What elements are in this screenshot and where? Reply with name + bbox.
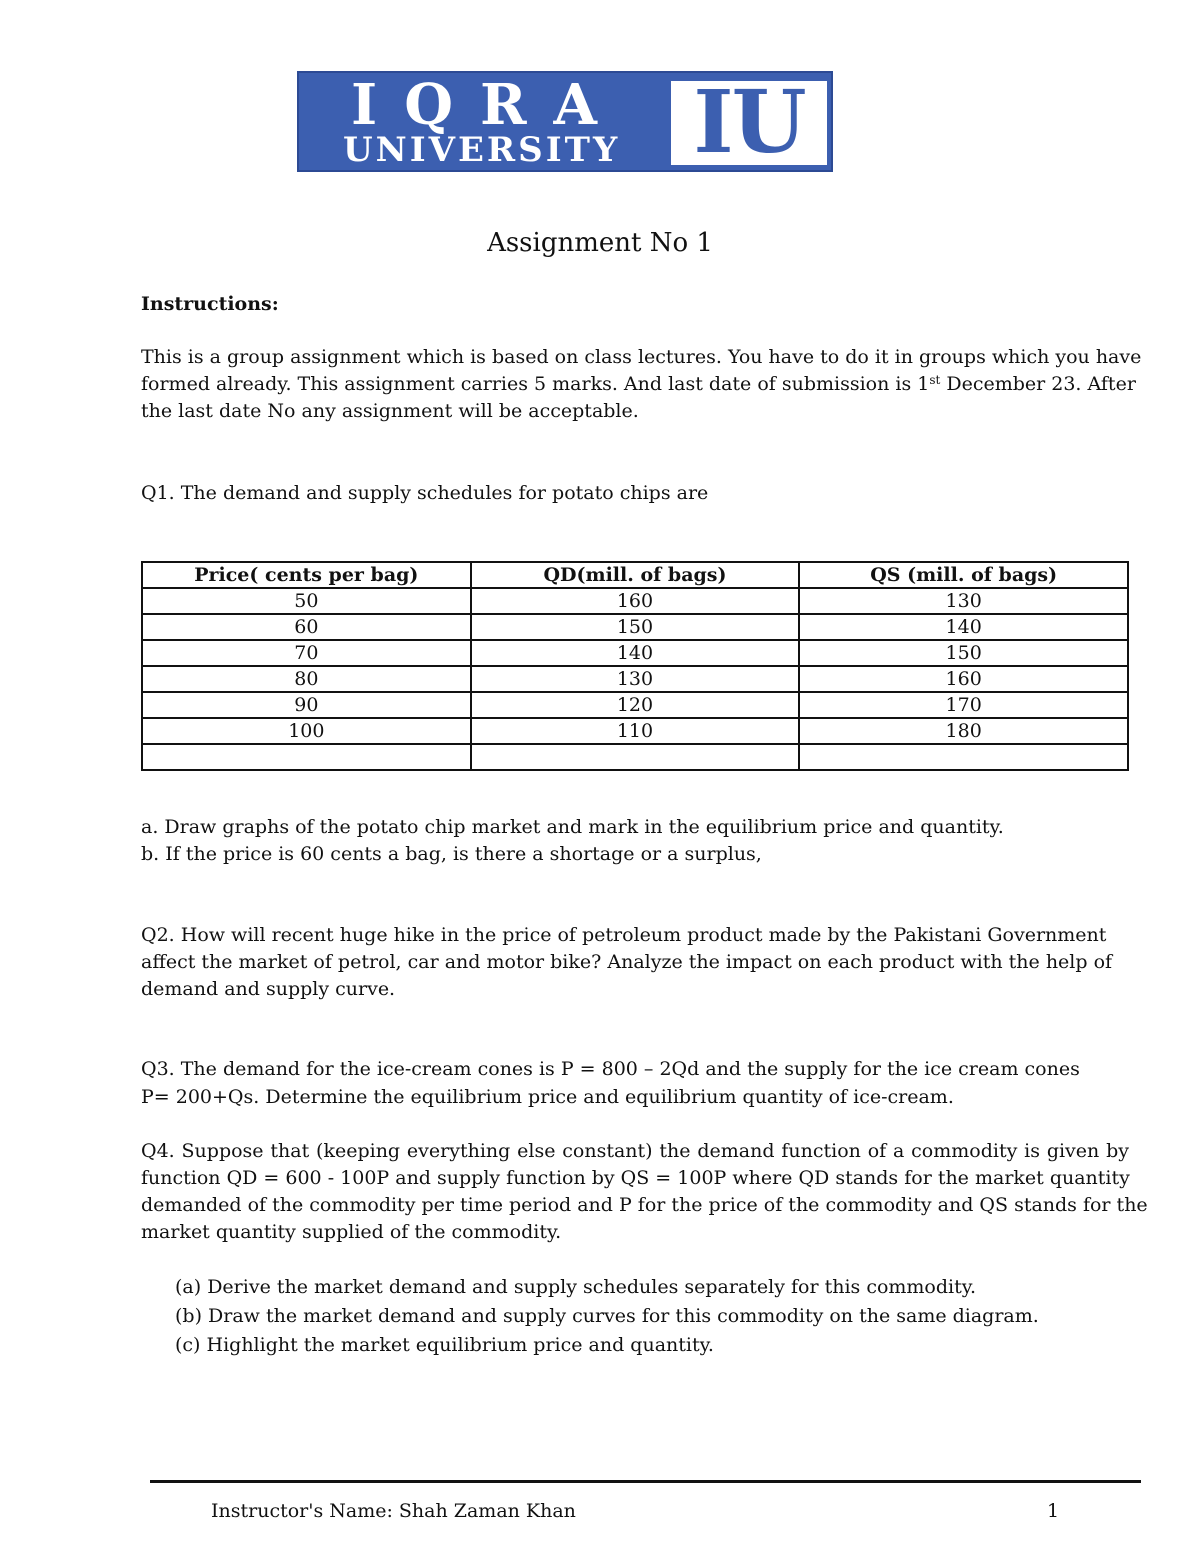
qs-cell: 150 (799, 640, 1128, 666)
table-row (142, 692, 1128, 718)
qs-cell: 170 (799, 692, 1128, 718)
table-row (142, 614, 1128, 640)
q4-line-4: market quantity supplied of the commodity. (141, 1221, 562, 1243)
q4-line-2-text: function QD = 600 - 100P and supply function by QS = 100P where QD stands for the market quantity (141, 1167, 1130, 1189)
q2-line-2: affect the market of petrol, car and motor bike? Analyze the impact on each product with the help of (141, 951, 1113, 973)
qs-cell: 140 (799, 614, 1128, 640)
page-title: Assignment No 1 (487, 228, 713, 258)
instructions-heading: Instructions: (141, 293, 279, 315)
logo-iqra-text: IQRA (351, 72, 624, 138)
qd-cell: 110 (471, 718, 800, 744)
q4-line-2 (141, 1165, 1129, 1192)
q1-part-b: b. If the price is 60 cents a bag, is there a shortage or a surplus, (141, 843, 762, 865)
qd-cell: 120 (471, 692, 800, 718)
q1-part-a: a. Draw graphs of the potato chip market and mark in the equilibrium price and quantity. (141, 816, 1004, 838)
qd-cell: 150 (471, 614, 800, 640)
logo-iu-mark: IU (693, 72, 805, 173)
qs-cell (799, 744, 1128, 770)
table-row (142, 640, 1128, 666)
table-row (142, 588, 1128, 614)
price-cell: 80 (142, 666, 471, 692)
qs-cell: 160 (799, 666, 1128, 692)
q4-part-c: (c) Highlight the market equilibrium price and quantity. (175, 1334, 714, 1356)
qs-cell: 130 (799, 588, 1128, 614)
instructions-line-3: the last date No any assignment will be acceptable. (141, 400, 639, 422)
demand-supply-table (141, 561, 1129, 771)
instructions-line-2-pre: formed already. This assignment carries 5 marks. And last date of submission is 1 (141, 373, 930, 395)
q4-line-1 (141, 1138, 1129, 1165)
price-cell: 50 (142, 588, 471, 614)
page-number: 1 (1047, 1500, 1060, 1522)
q4-part-b: (b) Draw the market demand and supply curves for this commodity on the same diagram. (175, 1305, 1039, 1327)
price-cell: 70 (142, 640, 471, 666)
table-header-row (142, 562, 1128, 588)
instructions-line-1: This is a group assignment which is based on class lectures. You have to do it in groups which you have (141, 346, 1142, 368)
q4-part-a: (a) Derive the market demand and supply schedules separately for this commodity. (175, 1276, 976, 1298)
q1-text: Q1. The demand and supply schedules for potato chips are (141, 482, 709, 504)
q4-line-3 (141, 1192, 1148, 1219)
price-cell: 100 (142, 718, 471, 744)
q4-line-3-text: demanded of the commodity per time period and P for the price of the commodity and QS stands for the (141, 1194, 1148, 1216)
qd-cell: 160 (471, 588, 800, 614)
q2-line-3: demand and supply curve. (141, 978, 396, 1000)
table-row (142, 666, 1128, 692)
university-logo (297, 71, 833, 172)
instructions-line-2 (141, 371, 1136, 398)
footer-divider (150, 1480, 1141, 1483)
q3-line-2: P= 200+Qs. Determine the equilibrium price and equilibrium quantity of ice-cream. (141, 1086, 954, 1108)
qd-cell: 130 (471, 666, 800, 692)
logo-iu-box (671, 72, 827, 173)
qs-cell: 180 (799, 718, 1128, 744)
table-row-empty (142, 744, 1128, 770)
ordinal-suffix: st (929, 373, 941, 387)
price-cell: 90 (142, 692, 471, 718)
q3-line-1: Q3. The demand for the ice-cream cones is P = 800 – 2Qd and the supply for the ice cream cones (141, 1058, 1080, 1080)
instructions-line-2-post: December 23. After (940, 373, 1136, 395)
table-row (142, 718, 1128, 744)
qd-cell: 140 (471, 640, 800, 666)
logo-university-text: UNIVERSITY (343, 130, 621, 170)
qd-cell (471, 744, 800, 770)
header-price: Price( cents per bag) (142, 562, 471, 588)
header-qd: QD(mill. of bags) (471, 562, 800, 588)
price-cell: 60 (142, 614, 471, 640)
header-qs: QS (mill. of bags) (799, 562, 1128, 588)
footer-instructor: Instructor's Name: Shah Zaman Khan (211, 1500, 576, 1522)
q4-line-1-text: Q4. Suppose that (keeping everything else constant) the demand function of a commodity is given by (141, 1140, 1129, 1162)
price-cell (142, 744, 471, 770)
q2-line-1: Q2. How will recent huge hike in the price of petroleum product made by the Pakistani Government (141, 924, 1107, 946)
